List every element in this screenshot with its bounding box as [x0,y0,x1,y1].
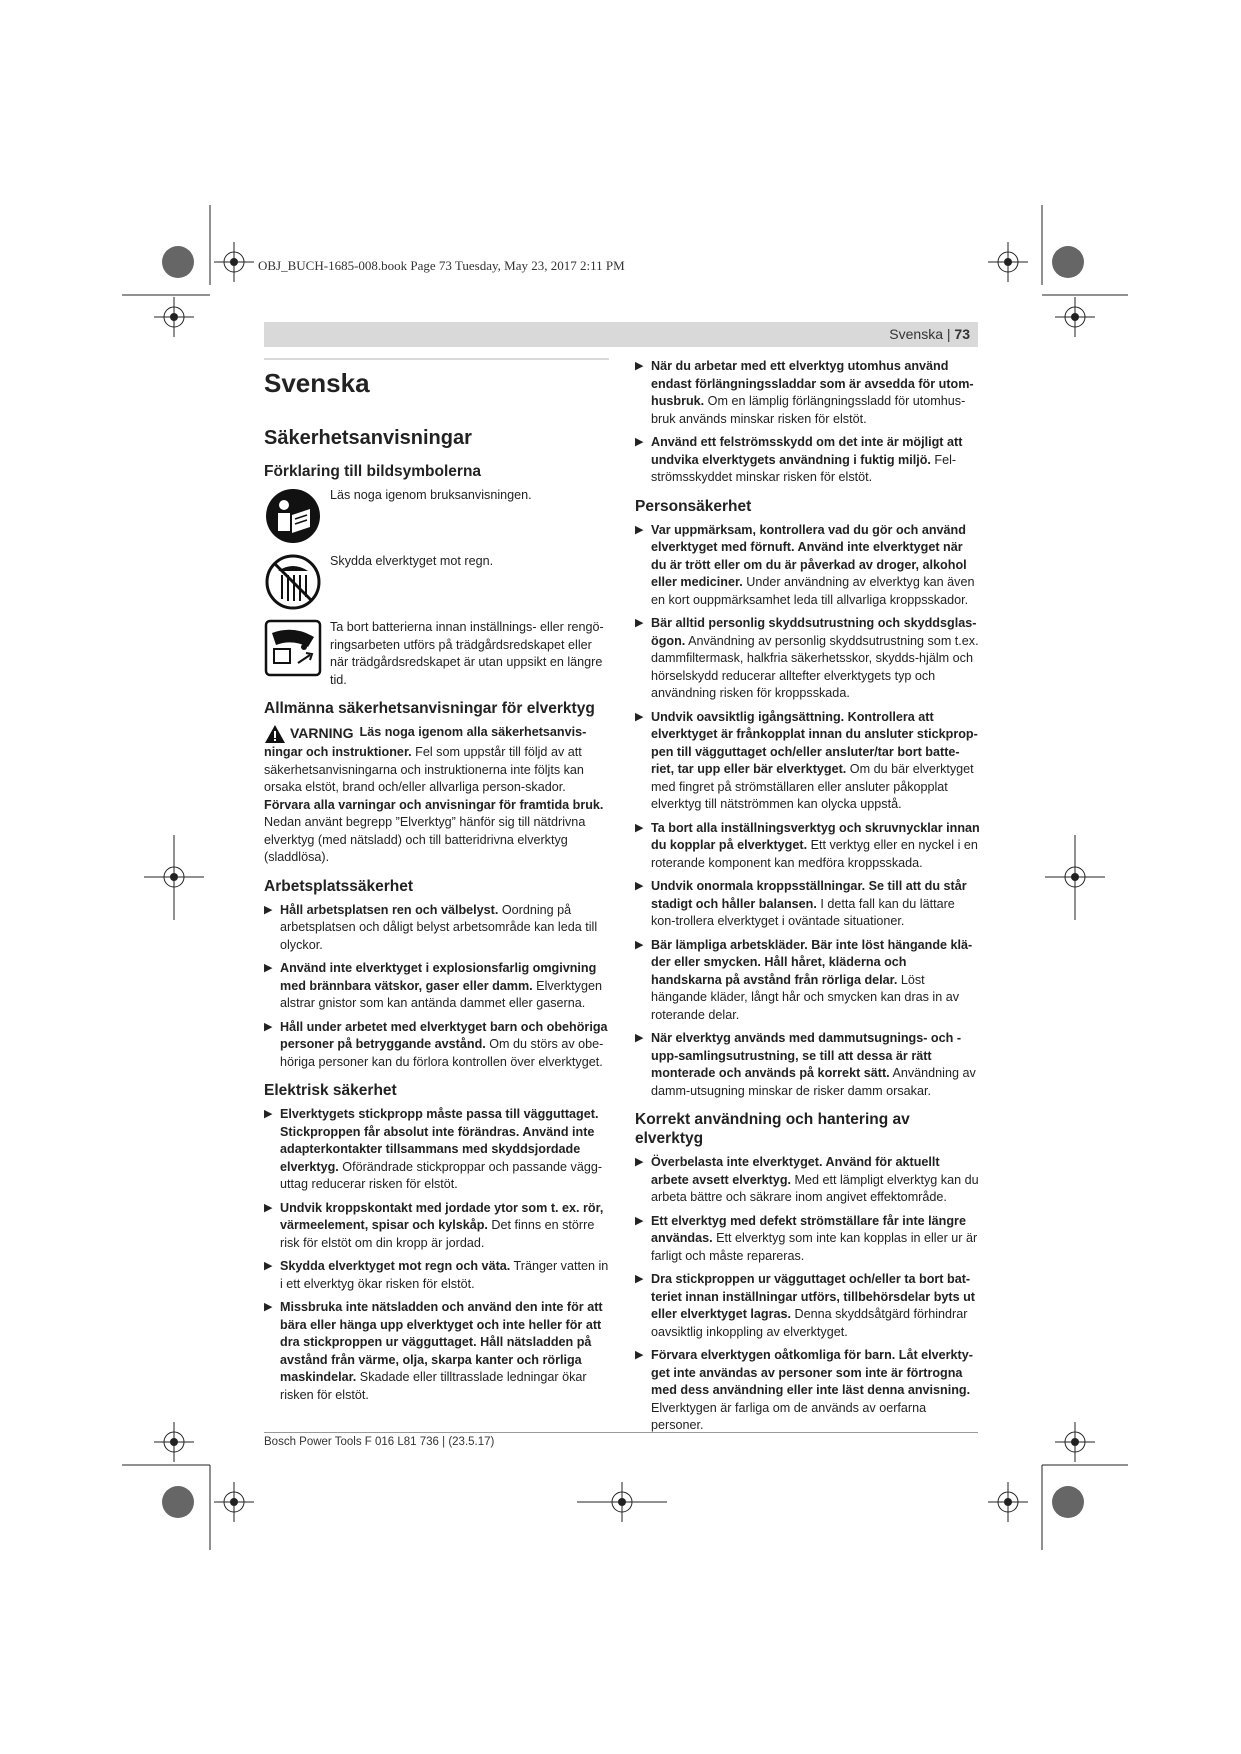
symbol-text: Läs noga igenom bruksanvisningen. [330,488,532,502]
bullet-icon: ▶ [264,1201,273,1214]
list-item: ▶ Ett elverktyg med defekt strömställare får inte längre användas. Ett elverktyg som inte kan kopplas in eller ur är farligt och måste repareras. [635,1213,978,1263]
bullet-icon: ▶ [635,436,644,448]
list-item: ▶ Använd ett felströmsskydd om det inte är möjligt att undvika elverktygets användning i fuktig miljö. Fel-strömsskyddet minskar risken för elstöt. [635,435,963,484]
page-header-bar [264,322,978,347]
read-manual-icon [264,487,322,545]
list-item: ▶ Skydda elverktyget mot regn och väta. Tränger vatten in i ett elverktyg ökar risken för elstöt. [264,1259,609,1291]
bullet-icon: ▶ [635,821,644,834]
bullet-icon: ▶ [635,1214,644,1227]
correct-use-heading: Korrekt användning och hantering av elverktyg [635,1111,910,1147]
warning-paragraph: VARNING Läs noga igenom alla säkerhetsanvis-ningar och instruktioner. Fel som uppstår till följd av att säkerhetsanvisningarna och instruktionerna inte följts kan orsaka elstöt, brand och/eller allvarliga person-skador. [264,725,587,794]
bullet-icon: ▶ [635,1032,644,1044]
warning-triangle-icon [264,724,286,744]
bullet-icon: ▶ [264,1108,273,1120]
bullet-icon: ▶ [635,360,644,372]
bullet-icon: ▶ [635,617,644,629]
page-title: Svenska [264,368,370,398]
bullet-icon: ▶ [264,1020,273,1033]
symbol-row [264,619,609,689]
warning-badge: VARNING [264,724,354,744]
list-item: ▶ Överbelasta inte elverktyget. Använd för aktuellt arbete avsett elverktyg. Med ett lämpligt elverktyg kan du arbeta bättre och säkrare inom angivet effektområde. [635,1155,979,1204]
list-item: ▶ När du arbetar med ett elverktyg utomhus använd endast förlängningssladdar som är avsedda för utom-husbruk. Om en lämplig förlängningssladd för utomhus-bruk används minskar risken för elstöt. [635,359,974,426]
workplace-heading: Arbetsplatssäkerhet [264,877,414,895]
bullet-icon: ▶ [264,1301,273,1313]
symbol-text: Skydda elverktyget mot regn. [330,554,494,568]
list-item: ▶ Bär lämpliga arbetskläder. Bär inte löst hängande klä-der eller smycken. Håll håret, kläderna och handskarna på avstånd från rörliga delar. Löst hängande kläder, långt hår och smycken kan dras in av roterande delar. [635,937,973,1022]
bullet-icon: ▶ [264,962,273,974]
list-item: ▶ Var uppmärksam, kontrollera vad du gör och använd elverktyget med förnuft. Använd inte elverktyget när du är trött eller om du är påverkad av droger, alkohol eller mediciner. Under användning av elverktyg kan även en kort ouppmärksamhet leda till allvarliga kroppsskador. [635,522,975,607]
section-title: Säkerhetsanvisningar [264,427,472,449]
general-safety-heading: Allmänna säkerhetsanvisningar för elverktyg [264,700,595,717]
bullet-icon: ▶ [264,1260,273,1272]
symbols-heading: Förklaring till bildsymbolerna [264,463,482,480]
bullet-icon: ▶ [264,903,273,916]
page-number: 73 [954,326,970,342]
list-item: ▶ När elverktyg används med dammutsugnings- och -upp-samlingsutrustning, se till att dessa är rätt monterade och används på korrekt sätt. Användning av damm-utsugning minskar de risker damm orsakar. [635,1031,976,1098]
keep-instructions-note: Förvara alla varningar och anvisningar för framtida bruk. [264,797,604,812]
list-item: ▶ Dra stickproppen ur vägguttaget och/eller ta bort bat-teriet innan inställningar utförs, tillbehörsdelar byts ut eller elverktyget lagras. Denna skyddsåtgärd förhindrar oavsiktlig inkoppling av elverktyget. [635,1272,975,1339]
print-header: OBJ_BUCH-1685-008.book Page 73 Tuesday, May 23, 2017 2:11 PM [258,258,625,273]
bullet-icon: ▶ [635,938,644,951]
list-item: ▶ Undvik oavsiktlig igångsättning. Kontrollera att elverktyget är frånkopplat innan du ansluter stickprop-pen till vägguttaget och/eller ansluter/tar bort batte-riet, tar upp eller bär elverktyget. Om du bär elverktyget med fingret på strömställaren eller ansluter påkopplat elverktyg till nätströmmen kan olycka uppstå. [635,709,978,811]
page-footer: Bosch Power Tools F 016 L81 736 | (23.5.17) [264,1436,495,1448]
list-item: ▶ Förvara elverktygen oåtkomliga för barn. Låt elverkty-get inte användas av personer som inte är förtrogna med dess användning eller inte läst denna anvisning. Elverktygen är farliga om de används av oerfarna personer. [635,1348,973,1432]
symbol-text: Ta bort batterierna innan inställnings- eller rengö-ringsarbeten utförs på trädgårdsredskapet eller när trädgårdsredskapet är utan uppsikt en längre tid. [330,620,604,687]
bullet-icon: ▶ [635,880,644,892]
remove-battery-icon [264,619,322,677]
list-item: ▶ Bär alltid personlig skyddsutrustning och skyddsglas-ögon. Användning av personlig skyddsutrustning som t.ex. dammfiltermask, halkfria säkerhetsskor, skydds-hjälm och hörselskydd reducerar alltefter elverktygets typ och användning risken för kroppsskada. [635,616,979,700]
term-note: Nedan använt begrepp ”Elverktyg” hänför sig till nätdrivna elverktyg (med nätsladd) och till batteridrivna elverktyg (sladdlösa). [264,815,586,864]
bullet-icon: ▶ [635,523,644,536]
list-item: ▶ Elverktygets stickpropp måste passa till vägguttaget. Stickproppen får absolut inte förändras. Använd inte adapterkontakter tillsammans med skyddsjordade elverktyg. Oförändrade stickproppar och passande vägg-uttag reducerar risken för elstöt. [264,1107,603,1191]
symbol-row [264,553,609,611]
list-item: ▶ Undvik kroppskontakt med jordade ytor som t. ex. rör, värmeelement, spisar och kylskåp. Det finns en större risk för elstöt om din kropp är jordad. [264,1200,604,1250]
personal-safety-heading: Personsäkerhet [635,497,752,515]
left-column [264,358,609,1410]
symbol-row [264,487,609,545]
page-number-label: Svenska | 73 [889,326,970,342]
list-item: ▶ Undvik onormala kroppsställningar. Se till att du står stadigt och håller balansen. I detta fall kan du lättare kon-trollera elverktyget i oväntade situationer. [635,879,967,928]
bullet-icon: ▶ [635,1349,644,1361]
section-rule [264,358,609,360]
list-item: ▶ Använd inte elverktyget i explosionsfarlig omgivning med brännbara vätskor, gaser eller damm. Elverktygen alstrar gnistor som kan antända dammet eller gaserna. [264,961,602,1010]
bullet-icon: ▶ [635,1273,644,1285]
electrical-heading: Elektrisk säkerhet [264,1082,397,1099]
bullet-icon: ▶ [635,710,644,723]
list-item: ▶ Håll under arbetet med elverktyget barn och obehöriga personer på betryggande avstånd. Om du störs av obe-höriga personer kan du förlora kontrollen över elverktyget. [264,1019,608,1069]
right-column [635,358,980,1441]
no-rain-icon [264,553,322,611]
list-item: ▶ Håll arbetsplatsen ren och välbelyst. Oordning på arbetsplatsen och dåligt belyst arbetsområde kan leda till olyckor. [264,902,598,952]
bullet-icon: ▶ [635,1156,644,1168]
footer-rule [264,1432,978,1433]
list-item: ▶ Ta bort alla inställningsverktyg och skruvnycklar innan du kopplar på elverktyget. Ett verktyg eller en nyckel i en roterande komponent kan medföra kroppsskada. [635,820,980,870]
list-item: ▶ Missbruka inte nätsladden och använd den inte för att bära eller hänga upp elverktyget och inte heller för att dra stickproppen ur vägguttaget. Håll nätsladden på avstånd från värme, olja, skarpa kanter och rörliga maskindelar. Skadade eller tilltrasslade ledningar ökar risken för elstöt. [264,1300,603,1402]
